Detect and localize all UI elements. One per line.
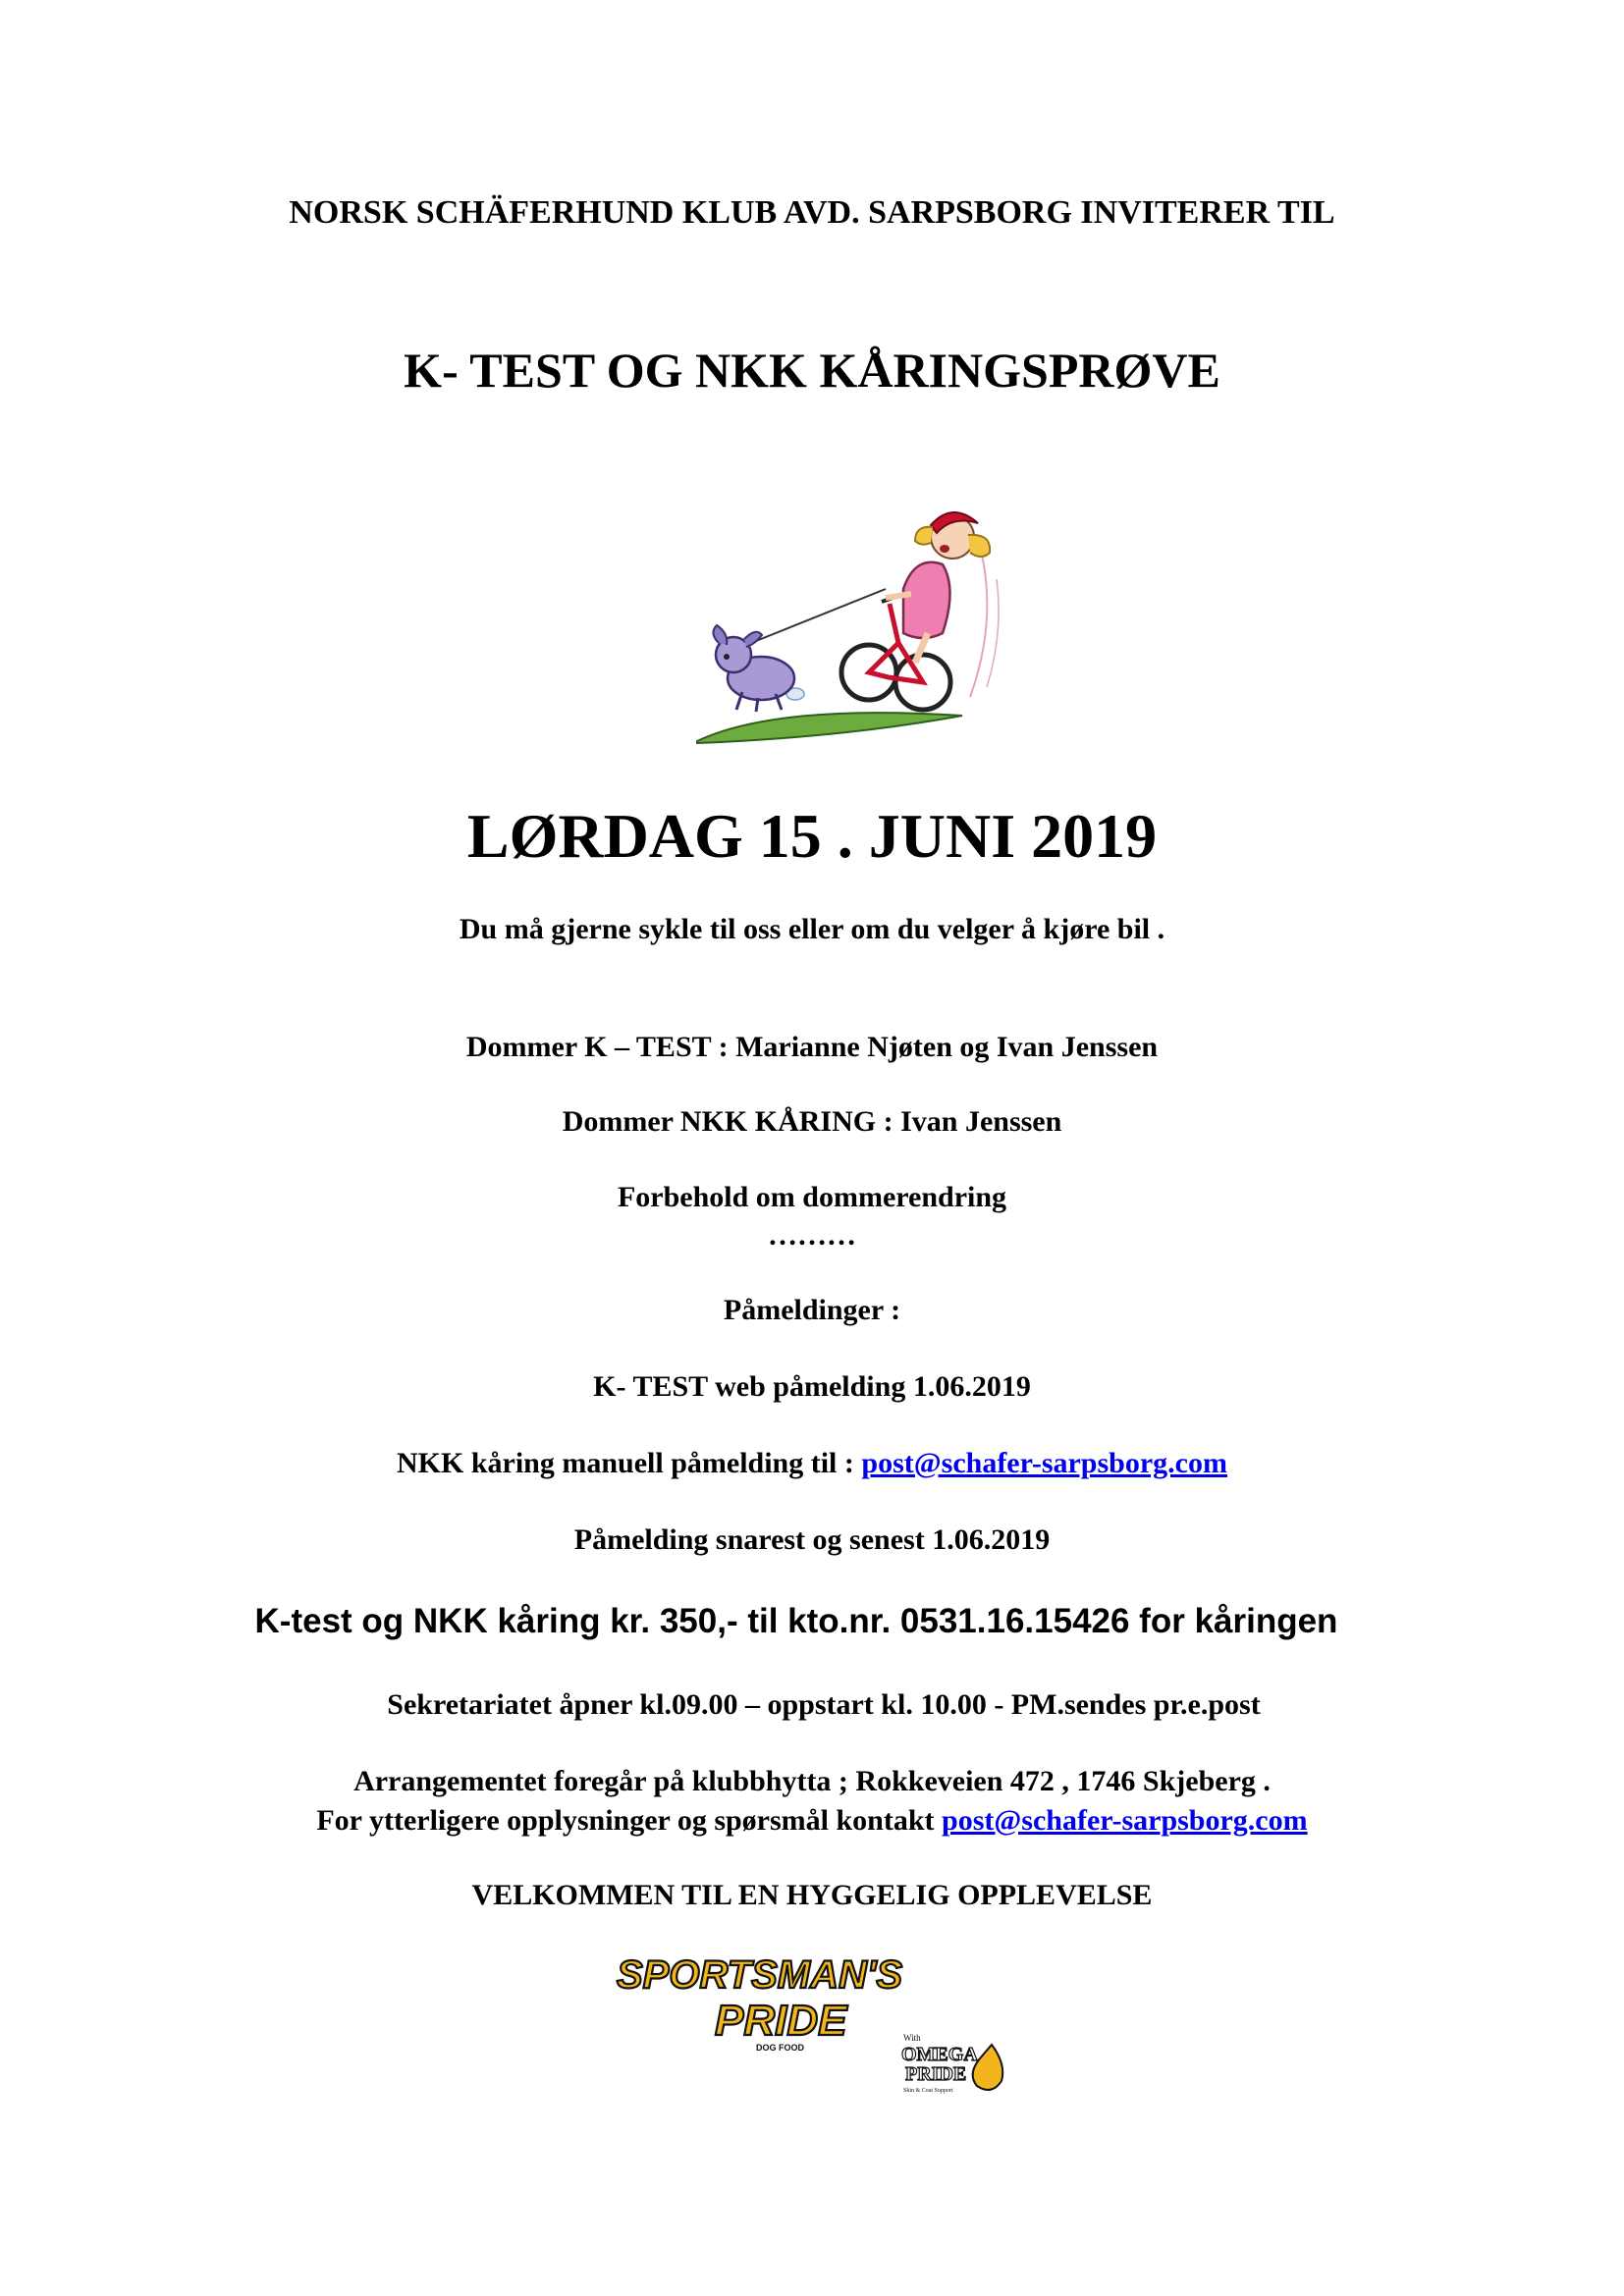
registration-deadline: Påmelding snarest og senest 1.06.2019 — [573, 1523, 1051, 1556]
logo-omega: OMEGA — [901, 2044, 978, 2065]
logo-line1: SPORTSMAN'S — [617, 1953, 903, 1997]
contact-email-link[interactable]: post@schafer-sarpsborg.com — [942, 1804, 1308, 1837]
event-date: LØRDAG 15 . JUNI 2019 — [466, 801, 1158, 871]
logo-tagline: Skin & Coat Support — [903, 2088, 953, 2094]
registration-heading: Påmeldinger : — [723, 1294, 901, 1326]
logo-omega-pride: PRIDE — [905, 2063, 967, 2085]
org-heading: NORSK SCHÄFERHUND KLUB AVD. SARPSBORG INVITERER TIL — [289, 194, 1335, 231]
event-title: K- TEST OG NKK KÅRINGSPRØVE — [404, 343, 1220, 398]
ktest-web-registration: K- TEST web påmelding 1.06.2019 — [593, 1370, 1031, 1403]
judge-nkk: Dommer NKK KÅRING : Ivan Jenssen — [562, 1105, 1062, 1138]
intro-text: Du må gjerne sykle til oss eller om du velger å kjøre bil . — [459, 913, 1165, 945]
schedule-info: Sekretariatet åpner kl.09.00 – oppstart kl. 10.00 - PM.sendes pr.e.post — [387, 1688, 1261, 1721]
dots-separator: ……… — [768, 1219, 856, 1252]
venue-contact-label: For ytterligere opplysninger og spørsmål kontakt — [316, 1804, 943, 1837]
logo-with: With — [903, 2033, 921, 2043]
judge-reservation: Forbehold om dommerendring — [617, 1181, 1007, 1213]
judge-ktest: Dommer K – TEST : Marianne Njøten og Ivan Jenssen — [465, 1031, 1159, 1063]
logo-line2: PRIDE — [715, 1997, 847, 2045]
logo-subline: DOG FOOD — [756, 2043, 804, 2053]
fee-info: K-test og NKK kåring kr. 350,- til kto.nr. 0531.16.15426 for kåringen — [254, 1602, 1338, 1640]
sportsmans-pride-logo — [609, 1939, 1031, 2101]
nkk-manual-registration — [0, 1447, 1624, 1480]
registration-email-link[interactable]: post@schafer-sarpsborg.com — [861, 1447, 1227, 1479]
cyclist-with-dog-illustration — [658, 496, 1011, 761]
venue-contact — [0, 1804, 1624, 1838]
closing-message: VELKOMMEN TIL EN HYGGELIG OPPLEVELSE — [471, 1879, 1153, 1911]
nkk-manual-registration-label: NKK kåring manuell påmelding til : — [397, 1447, 862, 1479]
venue-location: Arrangementet foregår på klubbhytta ; Rokkeveien 472 , 1746 Skjeberg . — [353, 1765, 1271, 1797]
